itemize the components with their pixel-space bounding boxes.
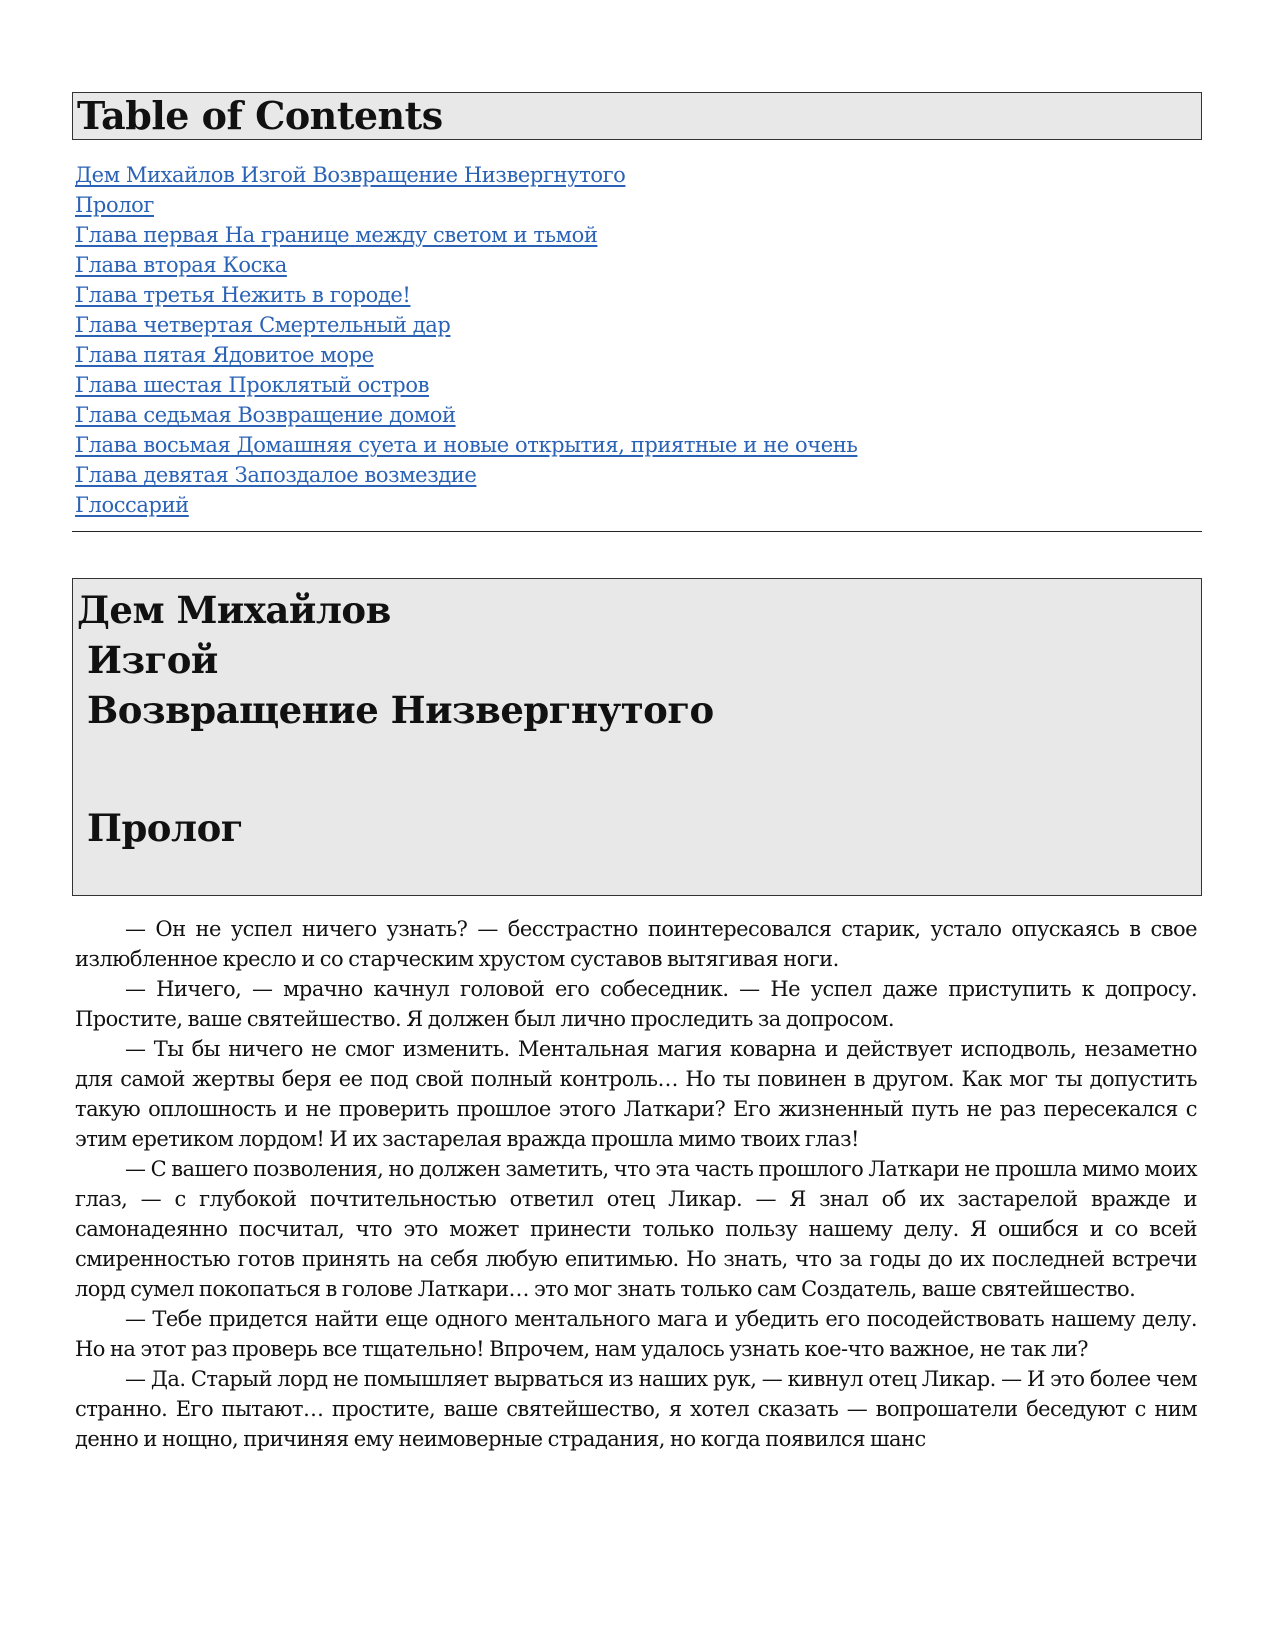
book-series: Изгой: [87, 638, 218, 682]
toc-title: Table of Contents: [77, 93, 443, 138]
toc-link-chapter-9[interactable]: Глава девятая Запоздалое возмездие: [75, 463, 477, 487]
toc-link-title[interactable]: Дем Михайлов Изгой Возвращение Низвергнутого: [75, 163, 626, 187]
toc-item: [75, 340, 1195, 370]
body-text: [75, 914, 1197, 1454]
paragraph: — Он не успел ничего узнать? — бесстрастно поинтересовался старик, устало опускаясь в свое излюбленное кресло и со старческим хрустом суставов вытягивая ноги.: [75, 917, 1197, 971]
toc-link-chapter-8[interactable]: Глава восьмая Домашняя суета и новые открытия, приятные и не очень: [75, 433, 858, 457]
toc-link-chapter-1[interactable]: Глава первая На границе между светом и тьмой: [75, 223, 598, 247]
toc-item: [75, 160, 1195, 190]
toc-link-chapter-3[interactable]: Глава третья Нежить в городе!: [75, 283, 411, 307]
paragraph: — Да. Старый лорд не помышляет вырваться из наших рук, — кивнул отец Ликар. — И это более чем странно. Его пытают… простите, ваше святейшество, я хотел сказать — вопрошатели беседуют с ним денно и нощно, причиняя ему неимоверные страдания, но когда появился шанс: [75, 1367, 1197, 1451]
toc-item: [75, 250, 1195, 280]
toc-item: [75, 220, 1195, 250]
toc-link-glossary[interactable]: Глоссарий: [75, 493, 189, 517]
toc-item: [75, 190, 1195, 220]
toc-item: [75, 460, 1195, 490]
toc-link-chapter-2[interactable]: Глава вторая Коска: [75, 253, 287, 277]
paragraph: — Тебе придется найти еще одного ментального мага и убедить его посодействовать нашему делу. Но на этот раз проверь все тщательно! Впрочем, нам удалось узнать кое-что важное, не так ли?: [75, 1307, 1197, 1361]
toc-list: [75, 160, 1195, 520]
section-title: Пролог: [87, 806, 243, 850]
toc-item: [75, 280, 1195, 310]
heading-spacer: [77, 735, 1197, 803]
toc-item: [75, 490, 1195, 520]
toc-link-chapter-7[interactable]: Глава седьмая Возвращение домой: [75, 403, 456, 427]
toc-item: [75, 310, 1195, 340]
section-divider: [72, 531, 1202, 532]
toc-link-chapter-4[interactable]: Глава четвертая Смертельный дар: [75, 313, 451, 337]
toc-header-box: [72, 92, 1202, 140]
paragraph: — Ты бы ничего не смог изменить. Ментальная магия коварна и действует исподволь, незаметно для самой жертвы беря ее под свой полный контроль… Но ты повинен в другом. Как мог ты допустить такую оплошность и не проверить прошлое этого Латкари? Его жизненный путь не раз пересекался с этим еретиком лордом! И их застарелая вражда прошла мимо твоих глаз!: [75, 1037, 1197, 1151]
paragraph: — С вашего позволения, но должен заметить, что эта часть прошлого Латкари не прошла мимо моих глаз, — с глубокой почтительностью ответил отец Ликар. — Я знал об их застарелой вражде и самонадеянно посчитал, что это может принести только пользу нашему делу. Я ошибся и со всей смиренностью готов принять на себя любую епитимью. Но знать, что за годы до их последней встречи лорд сумел покопаться в голове Латкари… это мог знать только сам Создатель, ваше святейшество.: [75, 1157, 1197, 1301]
toc-item: [75, 430, 1195, 460]
book-title: Возвращение Низвергнутого: [87, 688, 714, 732]
toc-item: [75, 370, 1195, 400]
chapter-heading-box: [72, 578, 1202, 896]
toc-link-chapter-5[interactable]: Глава пятая Ядовитое море: [75, 343, 374, 367]
toc-item: [75, 400, 1195, 430]
toc-link-chapter-6[interactable]: Глава шестая Проклятый остров: [75, 373, 430, 397]
toc-link-prologue[interactable]: Пролог: [75, 193, 154, 217]
book-author: Дем Михайлов: [77, 588, 391, 632]
paragraph: — Ничего, — мрачно качнул головой его собеседник. — Не успел даже приступить к допросу. Простите, ваше святейшество. Я должен был лично проследить за допросом.: [75, 977, 1197, 1031]
